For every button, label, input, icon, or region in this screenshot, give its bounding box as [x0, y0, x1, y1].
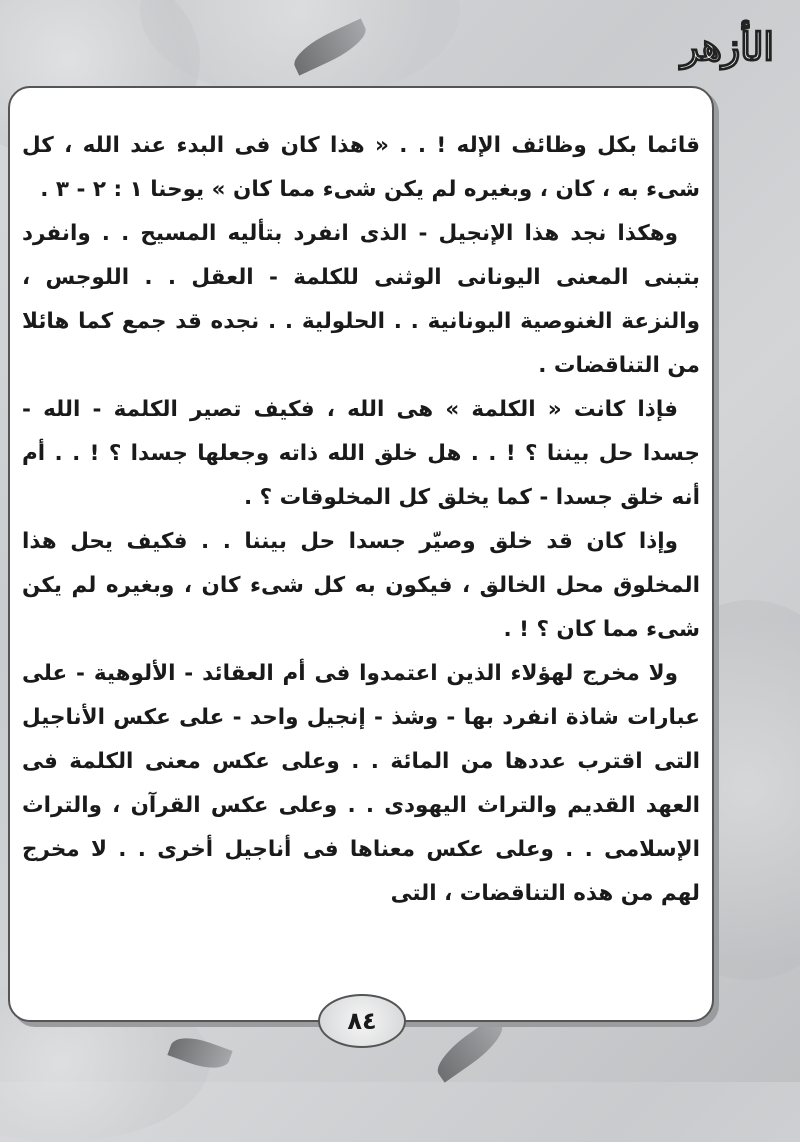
paragraph-3: فإذا كانت « الكلمة » هى الله ، فكيف تصير الكلمة - الله - جسدا حل بيننا ؟ ! . . هل خلق الله ذاته وجعلها جسدا ؟ ! . . أم أنه خلق جسدا - كما يخلق كل المخلوقات ؟ . [22, 397, 700, 510]
page-number: ٨٤ [318, 994, 406, 1048]
paragraph-4: وإذا كان قد خلق وصيّر جسدا حل بيننا . . فكيف يحل هذا المخلوق محل الخالق ، فيكون به كل شىء كان ، وبغيره لم يكن شىء مما كان ؟ ! . [22, 529, 700, 642]
page-content-card [8, 86, 714, 1022]
paragraph-5: ولا مخرج لهؤلاء الذين اعتمدوا فى أم العقائد - الألوهية - على عبارات شاذة انفرد بها - وشذ - إنجيل واحد - على عكس الأناجيل التى اقترب عددها من المائة . . وعلى عكس معنى الكلمة فى العهد القديم والتراث اليهودى . . وعلى عكس القرآن ، والتراث الإسلامى . . وعلى عكس معناها فى أناجيل أخرى . . لا مخرج لهم من هذه التناقضات ، التى [22, 661, 700, 906]
paragraph-2: وهكذا نجد هذا الإنجيل - الذى انفرد بتأليه المسيح . . وانفرد بتبنى المعنى اليونانى الوثنى للكلمة - العقل . . اللوجس ، والنزعة الغنوصية اليونانية . . الحلولية . . نجده قد جمع كما هائلا من التناقضات . [22, 221, 700, 378]
paragraph-1: قائما بكل وظائف الإله ! . . « هذا كان فى البدء عند الله ، كل شىء به ، كان ، وبغيره لم يكن شىء مما كان » يوحنا ١ : ٢ - ٣ . [22, 133, 700, 202]
page-body-text [22, 124, 700, 916]
publisher-logo: الأزهر [680, 24, 774, 69]
leaf-ornament-icon [430, 1015, 510, 1082]
